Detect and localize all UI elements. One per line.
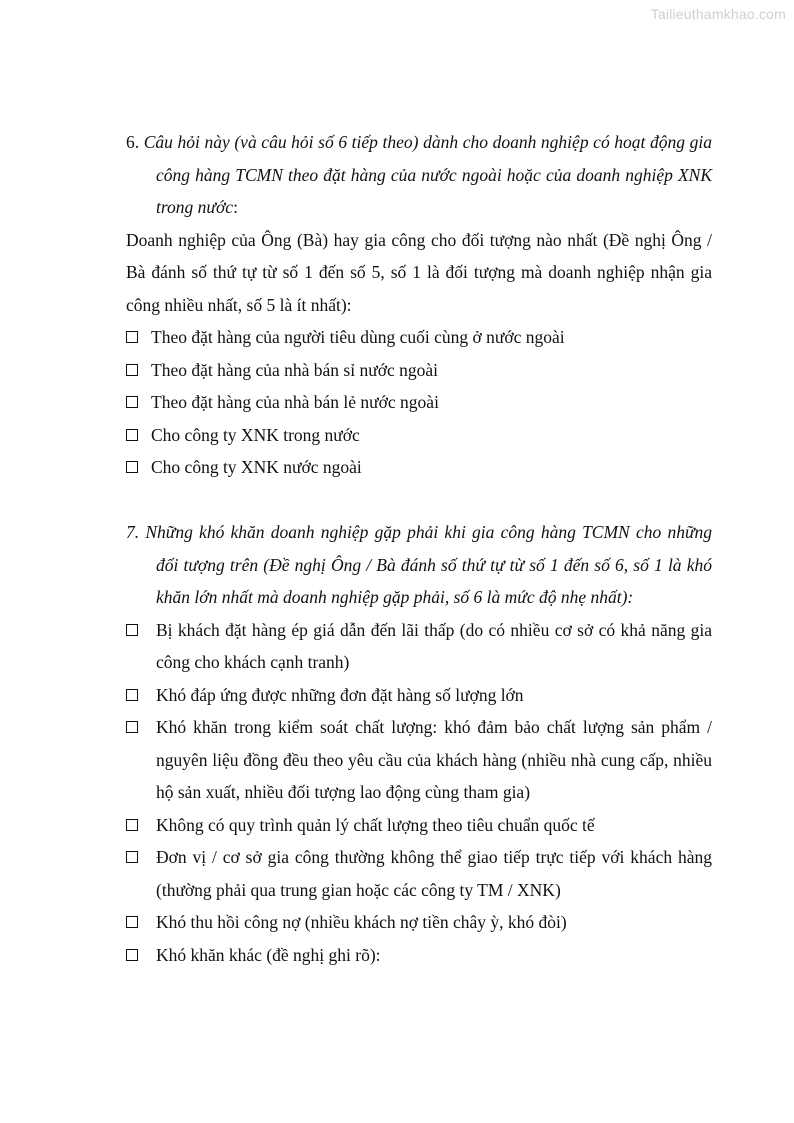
option-label: Theo đặt hàng của người tiêu dùng cuối cùng ở nước ngoài [151,327,565,347]
question-6-title [126,126,712,224]
option-label: Khó đáp ứng được những đơn đặt hàng số lượng lớn [156,684,524,705]
option-label: Đơn vị / cơ sở gia công thường không thể giao tiếp trực tiếp với khách hàng (thường phải qua trung gian hoặc các công ty TM / XNK) [156,847,712,900]
checkbox[interactable] [126,396,138,408]
question-7-options [126,614,712,972]
checkbox[interactable] [126,721,138,733]
checkbox[interactable] [126,819,138,831]
question-6-number: 6. [126,132,140,152]
option-item [126,906,712,939]
checkbox[interactable] [126,461,138,473]
checkbox[interactable] [126,689,138,701]
option-label: Cho công ty XNK trong nước [151,424,360,445]
question-6 [126,126,712,484]
option-item [126,711,712,809]
section-spacer [126,484,712,517]
question-7-number: 7. [126,522,140,542]
question-7-title [126,516,712,614]
option-item [126,939,712,972]
option-label: Theo đặt hàng của nhà bán lẻ nước ngoài [151,392,439,412]
checkbox[interactable] [126,851,138,863]
option-item [126,614,712,679]
question-6-title-text: Câu hỏi này (và câu hỏi số 6 tiếp theo) dành cho doanh nghiệp có hoạt động gia công hàng TCMN theo đặt hàng của nước ngoài hoặc của doanh nghiệp XNK trong nước [143,132,712,217]
option-label: Cho công ty XNK nước ngoài [151,457,362,477]
option-item [126,809,712,842]
question-6-body: Doanh nghiệp của Ông (Bà) hay gia công cho đối tượng nào nhất (Đề nghị Ông / Bà đánh số thứ tự từ số 1 đến số 5, số 1 là đối tượng mà doanh nghiệp nhận gia công nhiều nhất, số 5 là ít nhất): [126,229,712,315]
checkbox[interactable] [126,331,138,343]
checkbox[interactable] [126,624,138,636]
checkbox[interactable] [126,429,138,441]
option-item [126,841,712,906]
option-label: Không có quy trình quản lý chất lượng theo tiêu chuẩn quốc tế [156,814,595,835]
checkbox[interactable] [126,916,138,928]
checkbox[interactable] [126,364,138,376]
option-label: Khó khăn trong kiểm soát chất lượng: khó đảm bảo chất lượng sản phẩm / nguyên liệu đồng đều theo yêu cầu của khách hàng (nhiều nhà cung cấp, nhiều hộ sản xuất, nhiều đối tượng lao động cùng tham gia) [156,717,712,802]
question-6-title-suffix: : [233,197,238,217]
question-6-options [126,321,712,484]
checkbox[interactable] [126,949,138,961]
option-item [126,679,712,712]
option-item [126,419,712,452]
option-item [126,451,712,484]
question-7-title-text: Những khó khăn doanh nghiệp gặp phải khi gia công hàng TCMN cho những đối tượng trên (Đề nghị Ông / Bà đánh số thứ tự từ số 1 đến số 6, số 1 là khó khăn lớn nhất mà doanh nghiệp gặp phải, số 6 là mức độ nhẹ nhất): [145,522,712,607]
option-label: Theo đặt hàng của nhà bán sỉ nước ngoài [151,359,438,380]
option-label: Khó thu hồi công nợ (nhiều khách nợ tiền chây ỳ, khó đòi) [156,912,567,932]
option-label: Khó khăn khác (đề nghị ghi rõ): [156,944,381,965]
watermark: Tailieuthamkhao.com [650,6,786,22]
option-item [126,321,712,354]
option-item [126,354,712,387]
option-item [126,386,712,419]
option-label: Bị khách đặt hàng ép giá dẫn đến lãi thấp (do có nhiều cơ sở có khả năng gia công cho khách cạnh tranh) [156,619,712,672]
document-page [126,126,712,971]
question-7 [126,516,712,971]
